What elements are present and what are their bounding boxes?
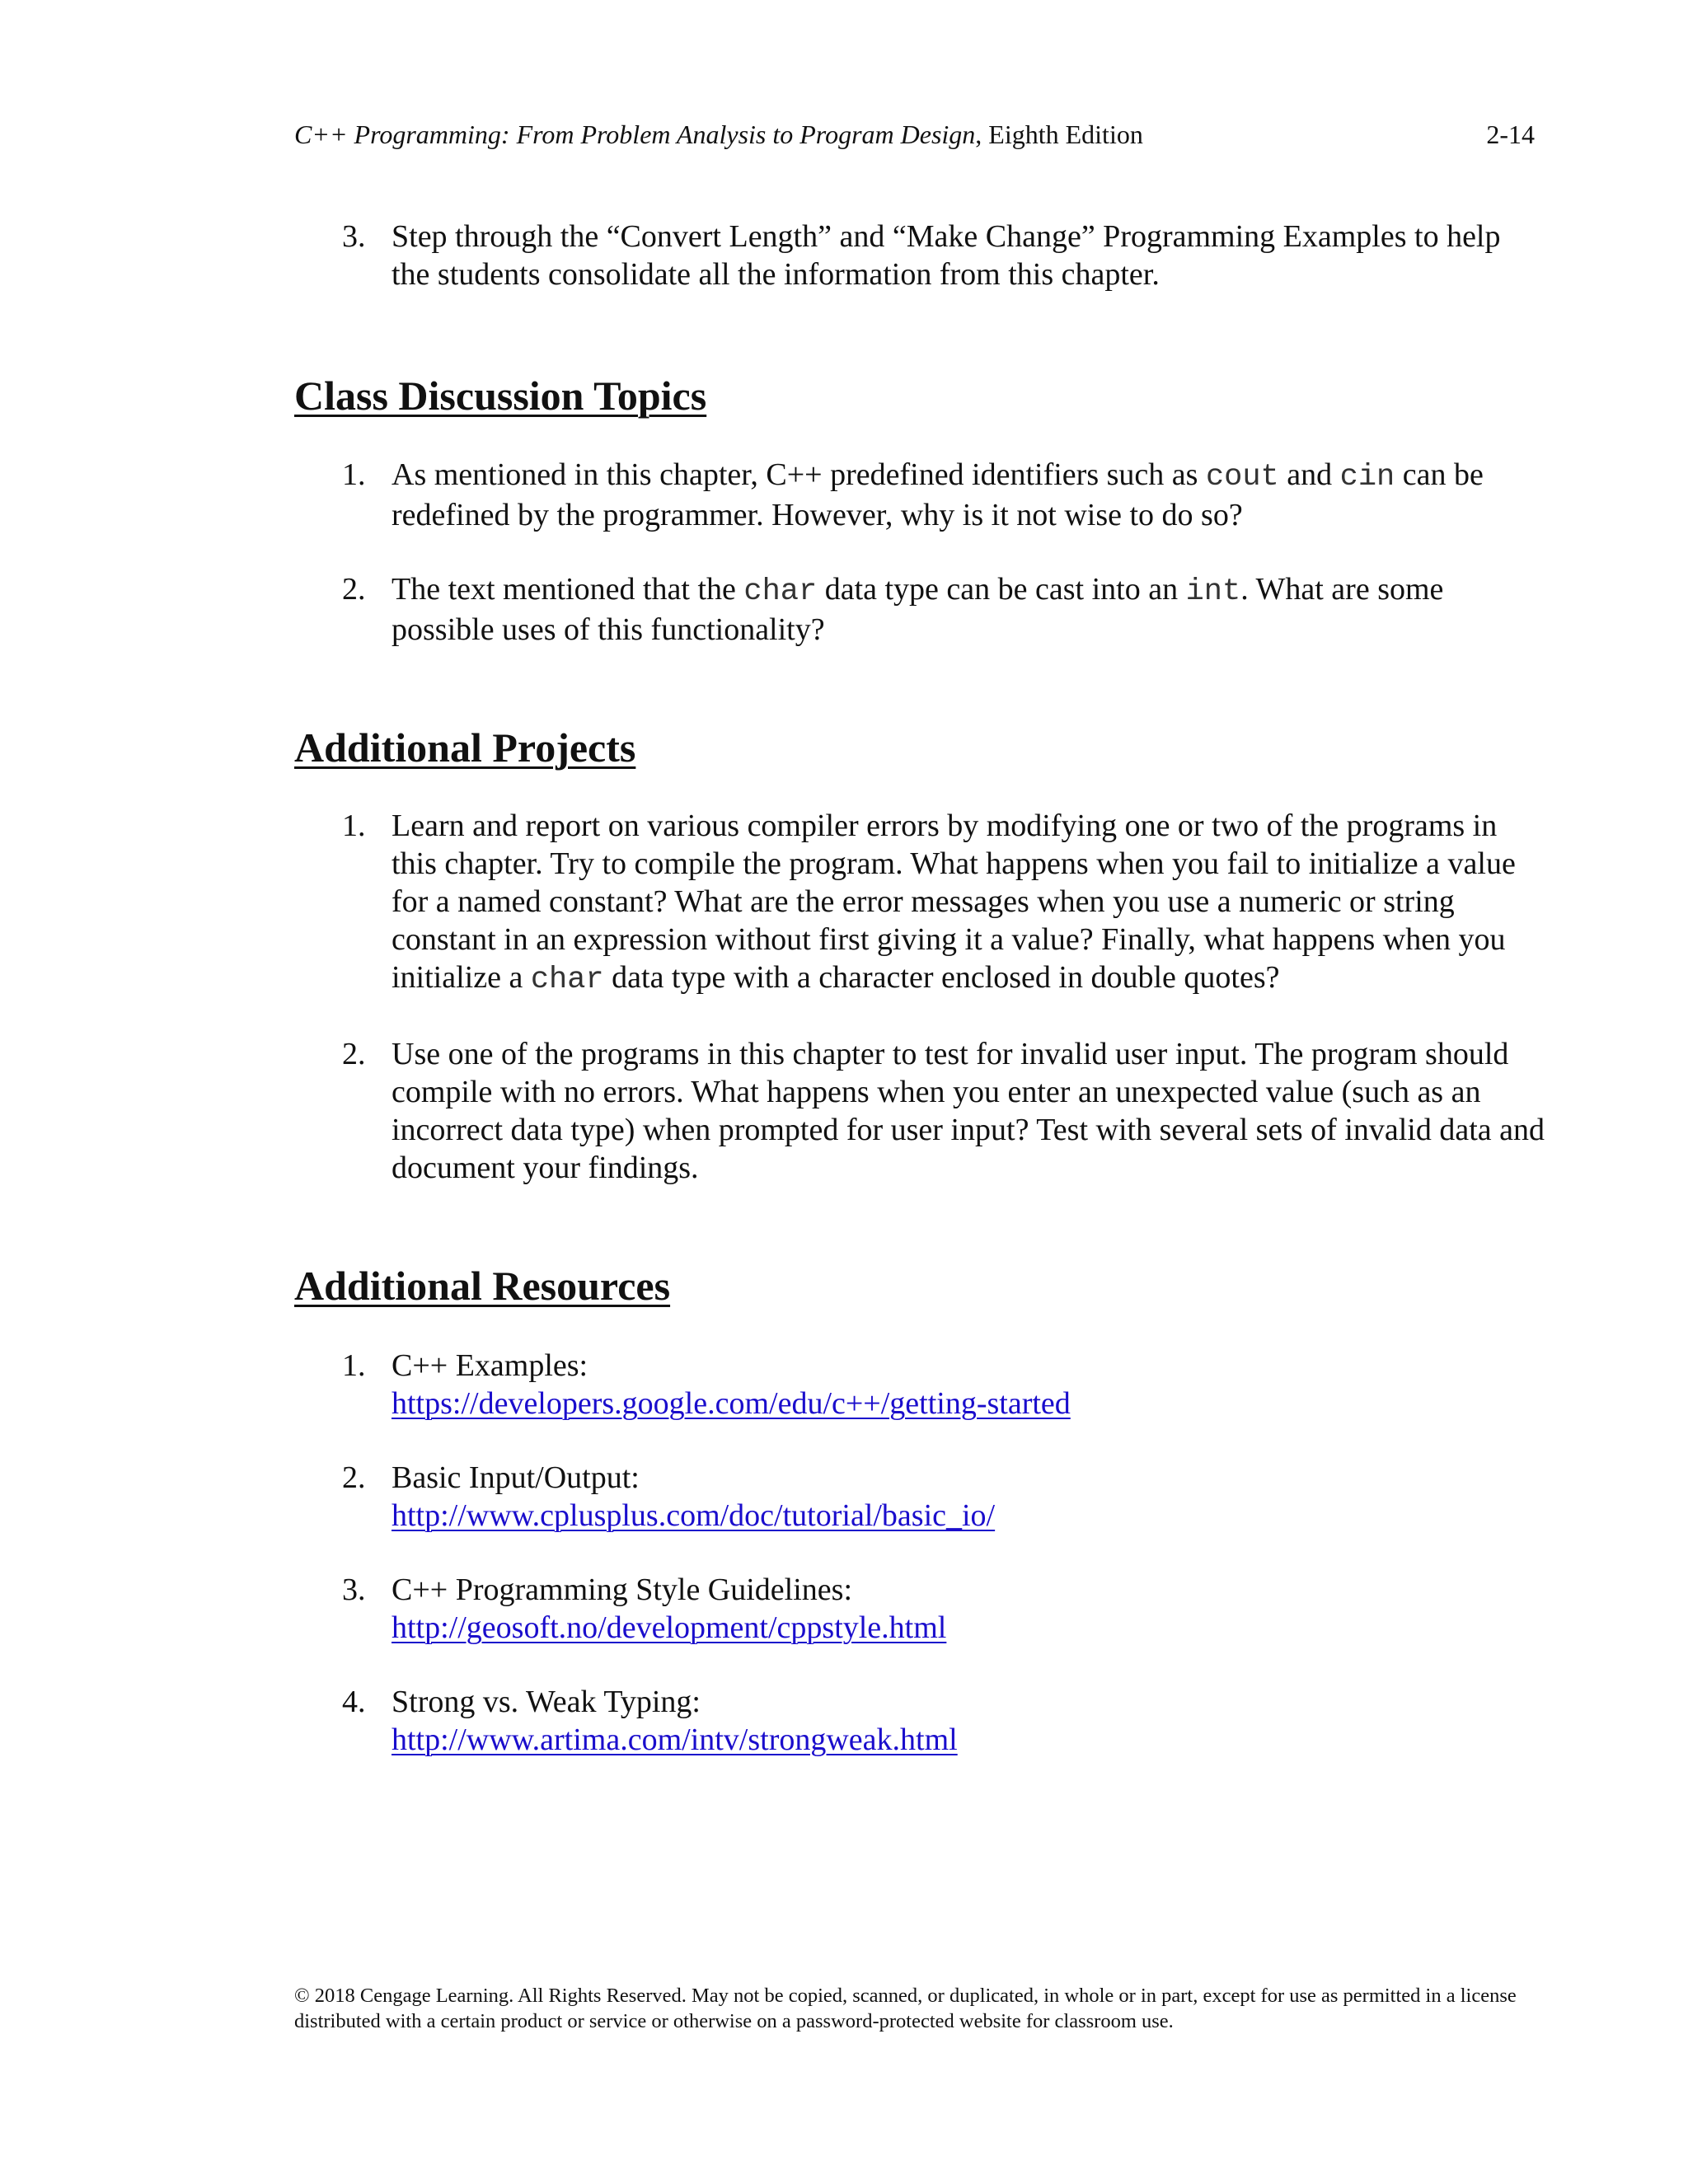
resource-label: C++ Examples: xyxy=(392,1348,588,1383)
list-text: As mentioned in this chapter, C++ predefined identifiers such as cout and cin can be redefined by the programmer. However, why is it not wise to do so? xyxy=(392,457,1484,532)
list-text: The text mentioned that the char data type can be cast into an int. What are some possible uses of this functionality? xyxy=(392,572,1444,647)
list-number: 4. xyxy=(342,1685,366,1719)
book-title: C++ Programming: From Problem Analysis to Program Design xyxy=(294,120,976,149)
page-number: 2-14 xyxy=(1486,120,1535,149)
list-item xyxy=(342,807,1545,999)
list-number: 2. xyxy=(342,572,366,607)
list-number: 3. xyxy=(342,1572,366,1607)
resource-item xyxy=(342,1459,1545,1535)
resource-label: Strong vs. Weak Typing: xyxy=(392,1685,701,1719)
code-char: char xyxy=(530,963,604,997)
section-heading-discussion: Class Discussion Topics xyxy=(294,373,707,419)
list-number: 1. xyxy=(342,1348,366,1383)
resource-label: Basic Input/Output: xyxy=(392,1460,640,1495)
list-number: 2. xyxy=(342,1037,366,1071)
resource-item xyxy=(342,1347,1545,1422)
code-char: char xyxy=(743,574,818,609)
copyright-footer: © 2018 Cengage Learning. All Rights Reserved. May not be copied, scanned, or duplicated, in whole or in part, except for use as permitted in a license distributed with a certain product or service or otherwise on a password-protected website for classroom use. xyxy=(294,1985,1517,2032)
code-int: int xyxy=(1185,574,1241,609)
list-text: Step through the “Convert Length” and “Make Change” Programming Examples to help the students consolidate all the information from this chapter. xyxy=(392,219,1501,292)
section-heading-projects: Additional Projects xyxy=(294,724,636,771)
resource-link[interactable]: http://www.artima.com/intv/strongweak.html xyxy=(392,1722,958,1757)
list-number: 1. xyxy=(342,808,366,843)
list-item xyxy=(342,1035,1545,1187)
resource-item xyxy=(342,1571,1545,1647)
list-item xyxy=(342,570,1545,649)
list-item xyxy=(342,456,1545,534)
code-cout: cout xyxy=(1205,460,1279,494)
section-heading-resources: Additional Resources xyxy=(294,1263,671,1309)
list-item xyxy=(342,218,1545,293)
resource-link[interactable]: http://www.cplusplus.com/doc/tutorial/basic_io/ xyxy=(392,1498,996,1533)
list-text: Use one of the programs in this chapter to test for invalid user input. The program should compile with no errors. What happens when you enter an unexpected value (such as an incorrect data type) when prompted for user input? Test with several sets of invalid data and document your findings. xyxy=(392,1037,1545,1185)
list-number: 1. xyxy=(342,457,366,492)
book-edition: , Eighth Edition xyxy=(975,120,1143,149)
resource-link[interactable]: http://geosoft.no/development/cppstyle.html xyxy=(392,1610,947,1645)
list-text: Learn and report on various compiler errors by modifying one or two of the programs in this chapter. Try to compile the program. What happens when you fail to initialize a value for a named constant? What are the error messages when you use a numeric or string constant in an expression without first giving it a value? Finally, what happens when you initialize a char data type with a character enclosed in double quotes? xyxy=(392,808,1516,997)
code-cin: cin xyxy=(1339,460,1395,494)
list-number: 2. xyxy=(342,1460,366,1495)
page-header xyxy=(294,115,1535,153)
resource-link[interactable]: https://developers.google.com/edu/c++/getting-started xyxy=(392,1386,1071,1421)
resource-item xyxy=(342,1683,1545,1759)
resource-label: C++ Programming Style Guidelines: xyxy=(392,1572,852,1607)
list-number: 3. xyxy=(342,219,366,254)
